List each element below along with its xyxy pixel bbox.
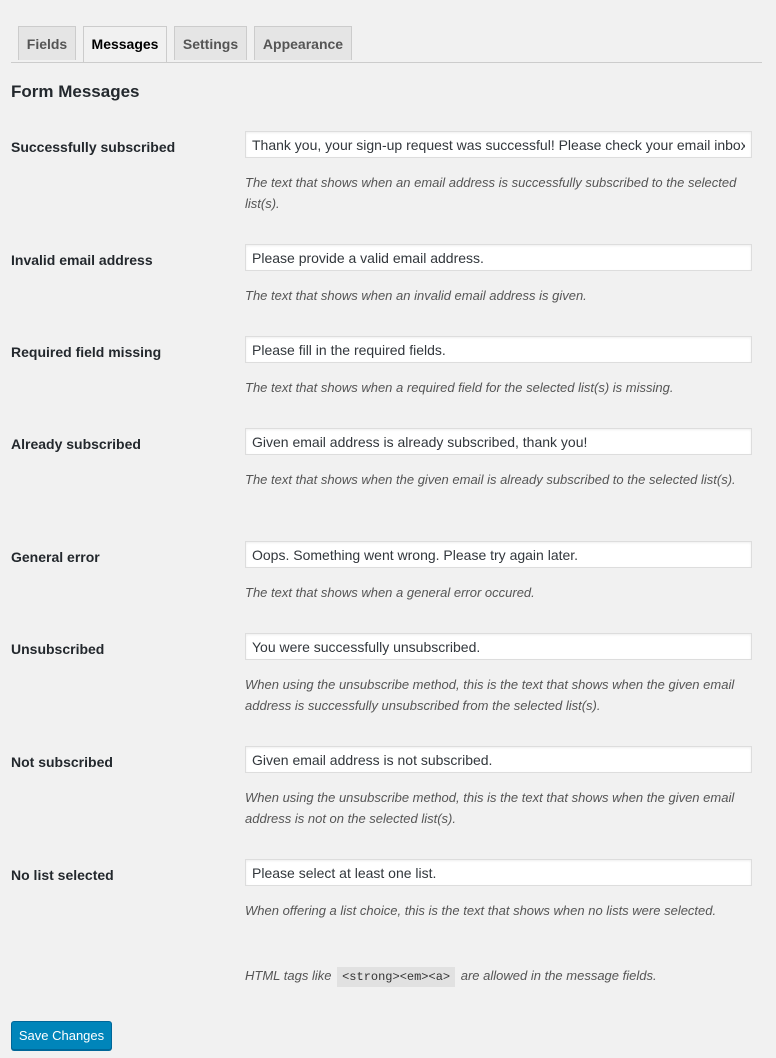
label-not-subscribed: Not subscribed (11, 754, 113, 770)
description-general-error: The text that shows when a general error occured. (245, 585, 535, 600)
html-note-after: are allowed in the message fields. (460, 968, 657, 983)
description-no-list-selected: When offering a list choice, this is the text that shows when no lists were selected. (245, 903, 717, 918)
input-unsubscribed[interactable] (245, 633, 752, 660)
html-note-before: HTML tags like (245, 968, 332, 983)
tab-messages[interactable]: Messages (83, 26, 167, 62)
label-no-list-selected: No list selected (11, 867, 114, 883)
settings-tab-bar (11, 26, 762, 63)
input-not-subscribed[interactable] (245, 746, 752, 773)
tab-fields[interactable]: Fields (18, 26, 76, 60)
description-unsubscribed: When using the unsubscribe method, this is the text that shows when the given email address is successfully unsubscribed from the selected list(s). (245, 677, 735, 713)
section-title: Form Messages (11, 82, 140, 101)
input-already-subscribed[interactable] (245, 428, 752, 455)
label-already-subscribed: Already subscribed (11, 436, 141, 452)
save-changes-button[interactable]: Save Changes (11, 1021, 112, 1050)
label-required-field-missing: Required field missing (11, 344, 162, 360)
description-required-field-missing: The text that shows when a required field for the selected list(s) is missing. (245, 380, 674, 395)
description-invalid-email-address: The text that shows when an invalid email address is given. (245, 288, 587, 303)
label-general-error: General error (11, 549, 100, 565)
input-required-field-missing[interactable] (245, 336, 752, 363)
description-successfully-subscribed: The text that shows when an email address is successfully subscribed to the selected list(s). (245, 175, 737, 211)
description-already-subscribed: The text that shows when the given email is already subscribed to the selected list(s). (245, 472, 736, 487)
html-tags-note (245, 965, 750, 988)
label-successfully-subscribed: Successfully subscribed (11, 139, 176, 155)
tab-settings[interactable]: Settings (174, 26, 247, 60)
input-successfully-subscribed[interactable] (245, 131, 752, 158)
input-invalid-email-address[interactable] (245, 244, 752, 271)
label-unsubscribed: Unsubscribed (11, 641, 105, 657)
input-no-list-selected[interactable] (245, 859, 752, 886)
allowed-tags-code: <strong><em><a> (337, 967, 455, 987)
input-general-error[interactable] (245, 541, 752, 568)
label-invalid-email-address: Invalid email address (11, 252, 153, 268)
tab-appearance[interactable]: Appearance (254, 26, 352, 60)
description-not-subscribed: When using the unsubscribe method, this is the text that shows when the given email address is not on the selected list(s). (245, 790, 735, 826)
